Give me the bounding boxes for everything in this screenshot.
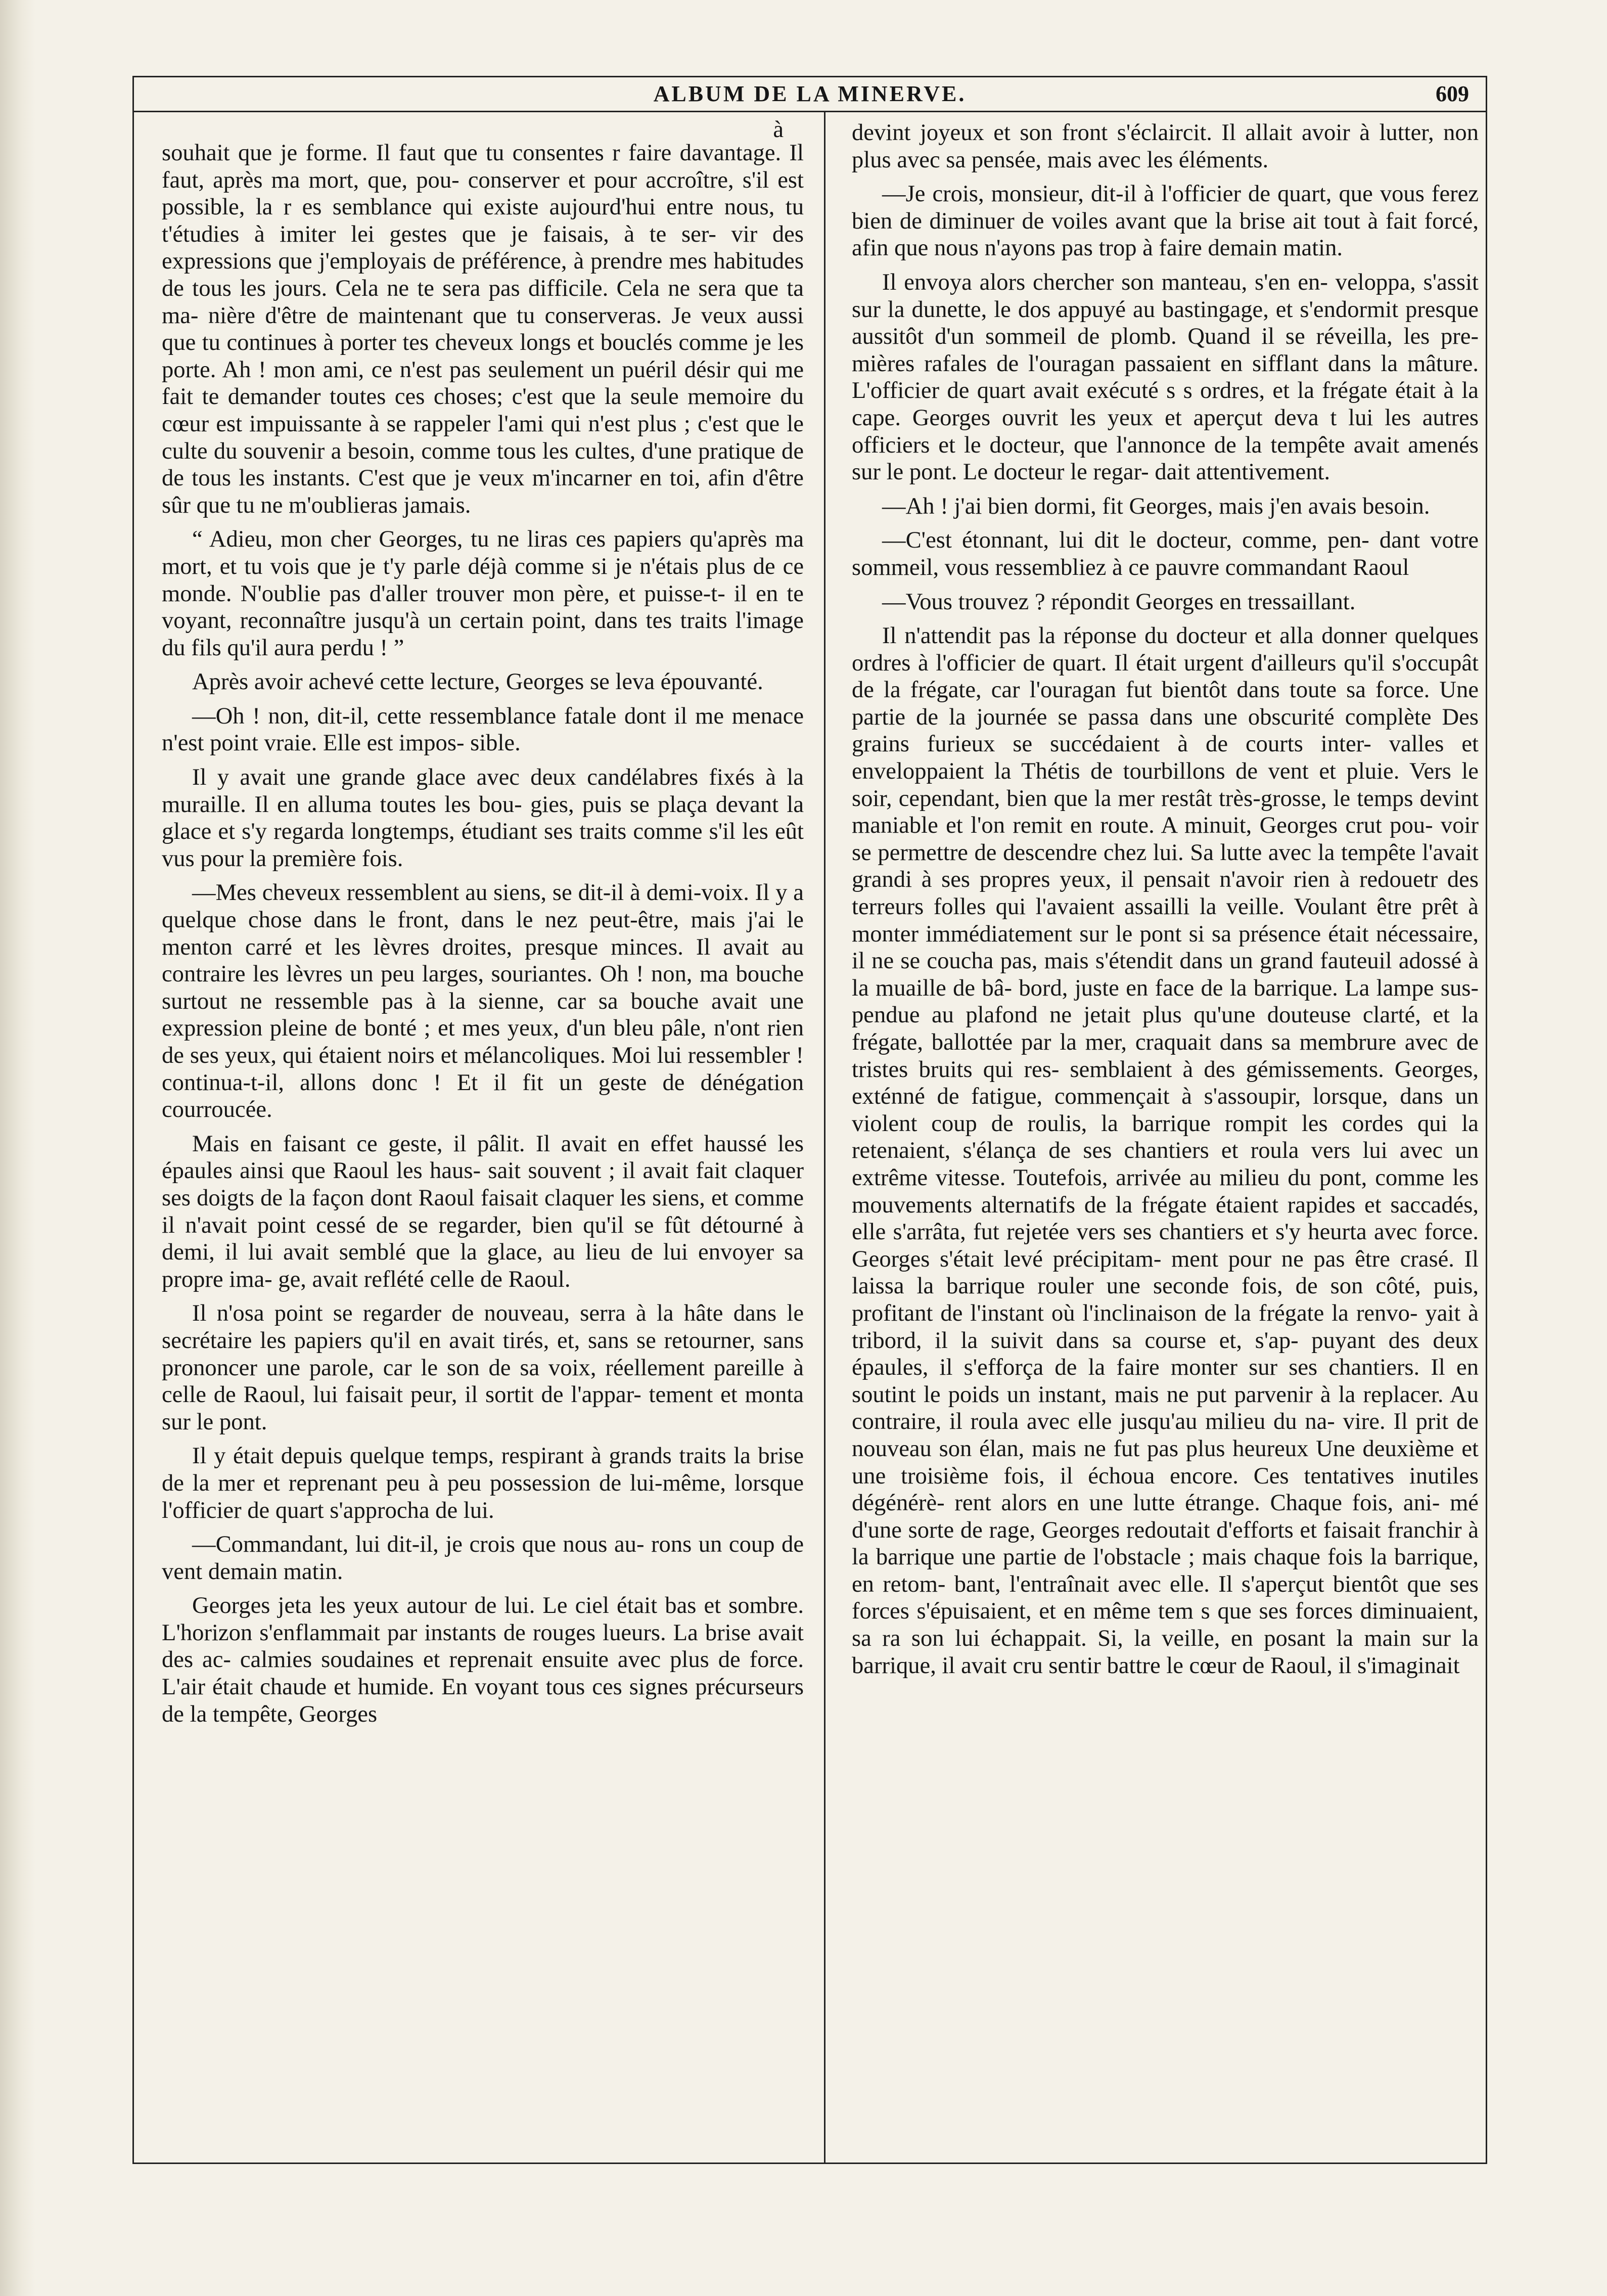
paragraph: Après avoir achevé cette lecture, Georges se leva épouvanté. [192, 668, 763, 695]
paragraph: “ Adieu, mon cher Georges, tu ne liras ces papiers qu'après ma mort, et tu vois que je t'y parle déjà comme si je n'étais plus de ce monde. N'oublie pas d'aller trouver mon père, et puisse-t- il en te voyant, reconnaître jusqu'à un certain point, dans tes traits l'image du fils qu'il aura perdu ! ” [162, 526, 804, 661]
page-number: 609 [1436, 81, 1469, 106]
paragraph: —Oh ! non, dit-il, cette ressemblance fatale dont il me menace n'est point vraie. Elle est impos- sible. [162, 702, 804, 756]
page-header [132, 76, 1487, 112]
paragraph: —Ah ! j'ai bien dormi, fit Georges, mais j'en avais besoin. [882, 492, 1430, 519]
page-binding-edge [0, 0, 35, 2296]
right-column [852, 119, 1479, 2157]
paragraph: —Mes cheveux ressemblent au siens, se dit-il à demi-voix. Il y a quelque chose dans le front, dans le nez peut-être, mais j'ai le menton carré et les lèvres droites, presque minces. Il avait au contraire les lèvres un peu larges, souriantes. Oh ! non, ma bouche surtout ne ressemble pas à la sienne, car sa bouche avait une expression pleine de bonté ; et mes yeux, d'un bleu pâle, n'ont rien de ses yeux, qui étaient noirs et mélancoliques. Moi lui ressembler ! continua-t-il, allons donc ! Et il fit un geste de dénégation courroucée. [162, 879, 804, 1123]
paragraph: devint joyeux et son front s'éclaircit. Il allait avoir à lutter, non plus avec sa pensée, mais avec les éléments. [852, 119, 1479, 173]
paragraph: —C'est étonnant, lui dit le docteur, comme, pen- dant votre sommeil, vous ressembliez à ce pauvre commandant Raoul [852, 527, 1479, 580]
journal-title: ALBUM DE LA MINERVE. [653, 81, 967, 106]
paragraph: souhait que je forme. Il faut que tu consentes r faire davantage. Il faut, après ma mort, que, pou- conserver et pour accroître, s'il est possible, la r es semblance qui existe aujourd'hui entre nous, tu t'étudies à imiter lei gestes que je faisais, à te ser- vir des expressions que j'employais de préférence, à prendre mes habitudes de tous les jours. Cela ne te sera pas difficile. Cela ne sera que ta ma- nière d'être de maintenant que tu conserveras. Je veux aussi que tu continues à porter tes cheveux longs et bouclés comme je les porte. Ah ! mon ami, ce n'est pas seulement un puéril désir qui me fait te demander toutes ces choses; c'est que la seule memoire du cœur est impuissante à se rappeler l'ami qui n'est plus ; c'est que le culte du souvenir a besoin, comme tous les cultes, d'une pratique de de tous les instants. C'est que je veux m'incarner en toi, afin d'être sûr que tu ne m'oublieras jamais. [162, 140, 804, 518]
column-divider [824, 112, 825, 2164]
carry-mark: à [773, 119, 784, 143]
paragraph: Il n'osa point se regarder de nouveau, serra à la hâte dans le secrétaire les papiers qu'il en avait tirés, et, sans se retourner, sans prononcer une parole, car le son de sa voix, réellement pareille à celle de Raoul, lui faisait peur, il sortit de l'appar- tement et monta sur le pont. [162, 1300, 804, 1435]
paragraph: Il n'attendit pas la réponse du docteur et alla donner quelques ordres à l'officier de quart. Il était urgent d'ailleurs qu'il s'occupât de la frégate, car l'ouragan fut bientôt dans toute sa force. Une partie de la journée se passa dans une obscurité complète Des grains furieux se succédaient à de courts inter- valles et enveloppaient la Thétis de tourbillons de vent et pluie. Vers le soir, cependant, bien que la mer restât très-grosse, le temps devint maniable et l'on remit en route. A minuit, Georges crut pou- voir se permettre de descendre chez lui. Sa lutte avec la tempête l'avait grandi à ses propres yeux, il pensait n'avoir rien à redouetr des terreurs folles qui l'avaient assailli la veille. Voulant être prêt à monter immédiatement sur le pont si sa présence était nécessaire, il ne se coucha pas, mais s'étendit dans un grand fauteuil adossé à la muaille de bâ- bord, juste en face de la barrique. La lampe sus- pendue au plafond ne jetait plus qu'une douteuse clarté, et la frégate, ballottée par la mer, craquait dans sa membrure avec de tristes bruits qui res- semblaient à des gémissements. Georges, exténné de fatigue, commençait à s'assoupir, lorsque, dans un violent coup de roulis, la barrique rompit les cordes qui la retenaient, s'élança de ses chantiers et roula vers lui avec un extrême vitesse. Toutefois, arrivée au milieu du pont, comme les mouvements alternatifs de la frégate étaient rapides et saccadés, elle s'arrâta, fut rejetée vers ses chantiers et s'y heurta avec force. Georges s'était levé précipitam- ment pour ne pas être crasé. Il laissa la barrique rouler une seconde fois, de son côté, puis, profitant de l'instant où l'inclinaison de la frégate la renvo- yait à tribord, il la suivit dans sa course et, s'ap- puyant des deux épaules, il s'efforça de la faire monter sur ses chantiers. Il en soutint le poids un instant, mais ne put parvenir à la replacer. Au contraire, il roula avec elle jusqu'au milieu du na- vire. Il prit de nouveau son élan, mais ne fut pas plus heureux Une deuxième et une troisième fois, il échoua encore. Ces tentatives inutiles dégénérè- rent alors en une lutte étrange. Chaque fois, ani- mé d'une sorte de rage, Georges redoutait d'efforts et faisait franchir à la barrique une partie de l'obstacle ; mais chaque fois la barrique, en retom- bant, l'entraînait avec elle. Il s'aperçut bientôt que ses forces s'épuisaient, et en même tem s que ses forces diminuaient, sa ra son lui échappait. Si, la veille, en posant la main sur la barrique, il avait cru sentir battre le cœur de Raoul, il s'imaginait [852, 622, 1479, 1679]
paragraph: Il y était depuis quelque temps, respirant à grands traits la brise de la mer et reprenant peu à peu possession de lui-même, lorsque l'officier de quart s'approcha de lui. [162, 1443, 804, 1523]
left-column [162, 119, 804, 2157]
paragraph: Georges jeta les yeux autour de lui. Le ciel était bas et sombre. L'horizon s'enflammait par instants de rouges lueurs. La brise avait des ac- calmies soudaines et reprenait ensuite avec plus de force. L'air était chaude et humide. En voyant tous ces signes précurseurs de la tempête, Georges [162, 1592, 804, 1727]
paragraph: —Je crois, monsieur, dit-il à l'officier de quart, que vous ferez bien de diminuer de voiles avant que la brise ait tout à fait forcé, afin que nous n'ayons pas trop à faire demain matin. [852, 181, 1479, 261]
paragraph: Il y avait une grande glace avec deux candélabres fixés à la muraille. Il en alluma toutes les bou- gies, puis se plaça devant la glace et s'y regarda longtemps, étudiant ses traits comme s'il les eût vus pour la première fois. [162, 764, 804, 872]
paragraph: —Vous trouvez ? répondit Georges en tressaillant. [882, 588, 1356, 615]
paragraph: Il envoya alors chercher son manteau, s'en en- veloppa, s'assit sur la dunette, le dos appuyé au bastingage, et s'endormit presque aussitôt d'un sommeil de plomb. Quand il se réveilla, les pre- mières rafales de l'ouragan passaient en sifflant dans la mâture. L'officier de quart avait exécuté s s ordres, et la frégate était à la cape. Georges ouvrit les yeux et aperçut deva t lui les autres officiers et le docteur, que l'annonce de la tempête avait amenés sur le pont. Le docteur le regar- dait attentivement. [852, 268, 1479, 485]
paragraph: Mais en faisant ce geste, il pâlit. Il avait en effet haussé les épaules ainsi que Raoul les haus- sait souvent ; il avait fait claquer ses doigts de la façon dont Raoul faisait claquer les siens, et comme il n'avait point cessé de se regarder, bien qu'il se fût détourné à demi, il lui avait semblé que la glace, au lieu de lui envoyer sa propre ima- ge, avait reflété celle de Raoul. [162, 1130, 804, 1292]
paragraph: —Commandant, lui dit-il, je crois que nous au- rons un coup de vent demain matin. [162, 1531, 804, 1585]
